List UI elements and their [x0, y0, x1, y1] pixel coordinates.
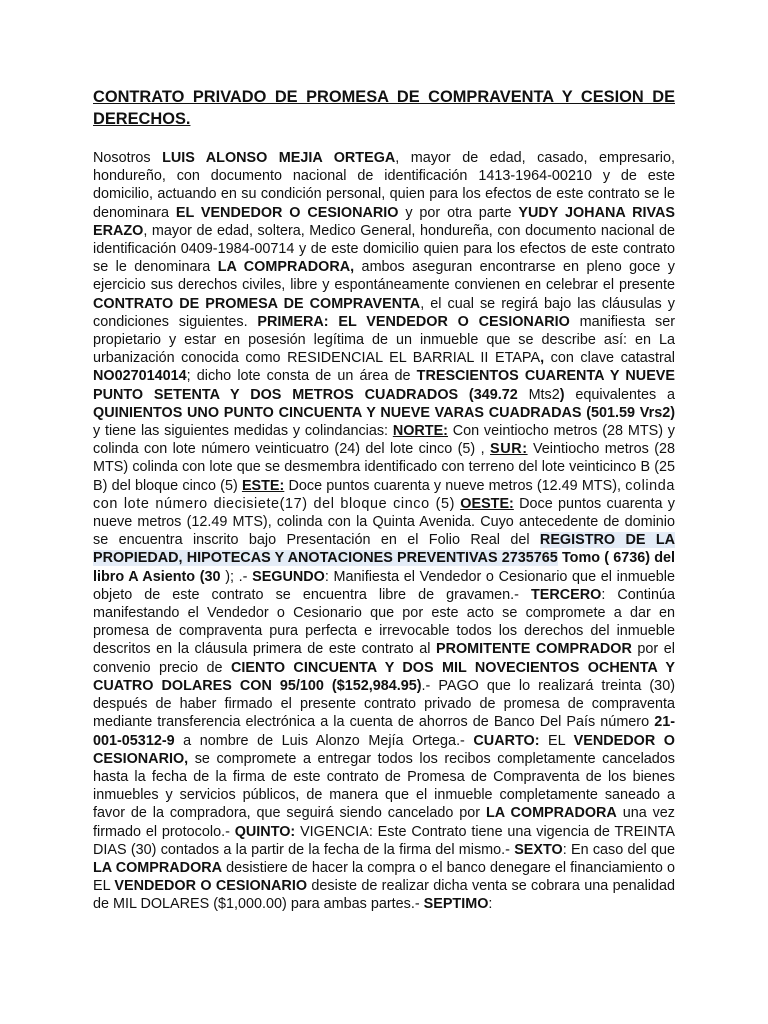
text-segment: PROMITENTE COMPRADOR	[435, 641, 632, 658]
text-segment: ); .-	[220, 568, 253, 585]
text-segment: QUINIENTOS UNO PUNTO CINCUENTA Y NUEVE VARAS CUADRADAS (501.59 Vrs2)	[93, 404, 675, 421]
text-segment: CUARTO:	[473, 732, 540, 749]
text-segment: 21-001-05312-9	[93, 714, 675, 749]
text-segment: desistiere de hacer la compra o el banco denegare el financiamiento o EL	[93, 859, 675, 895]
text-segment: )	[559, 386, 565, 403]
contract-body	[93, 149, 675, 914]
text-segment: manifiesta ser propietario y estar en posesión legítima de un inmueble que se describe así: en La urbanización conocida como RESIDENCIAL EL BARRIAL II ETAPA	[93, 313, 675, 367]
text-segment: ; dicho lote consta de un área de	[186, 368, 417, 385]
text-segment: y por otra parte	[398, 204, 519, 221]
text-segment: equivalentes a	[564, 386, 676, 403]
text-segment: Nosotros	[93, 150, 163, 166]
text-segment: EL	[539, 732, 574, 749]
text-segment: YUDY JOHANA RIVAS ERAZO	[93, 204, 675, 239]
text-segment: QUINTO:	[234, 823, 296, 840]
contract-page	[93, 86, 675, 914]
text-segment: ,	[540, 350, 545, 367]
text-segment: ambos aseguran encontrarse en pleno goce y ejercicio sus derechos civiles, libre y espontáneamente convienen en celebrar el presente	[93, 259, 675, 294]
text-segment: ESTE:	[241, 477, 285, 494]
text-segment: EL VENDEDOR O CESIONARIO	[175, 204, 399, 221]
text-segment: :	[488, 896, 493, 913]
text-segment: Veintiocho metros (28 MTS) colinda con lote que se desmembra identificado con terreno del lote veinticinco B (25 B) del bloque cinco (5)	[93, 441, 675, 494]
text-segment: LUIS ALONSO MEJIA ORTEGA	[162, 150, 396, 166]
text-segment: , mayor de edad, casado, empresario, hondureño, con documento nacional de identificación 1413-1964-00210 y de este domicilio, actuando en su condición personal, quien para los efectos de este contrato se le denominara	[93, 150, 675, 221]
text-segment: SEXTO	[514, 841, 563, 858]
text-segment: Doce puntos cuarenta y nueve metros (12.49 MTS),	[284, 477, 626, 494]
text-segment: LA COMPRADORA	[93, 859, 223, 876]
text-segment: colinda con lote número diecisiete(17) del bloque cinco (5)	[93, 477, 675, 512]
text-segment: VENDEDOR O CESIONARIO,	[93, 732, 675, 767]
text-segment: LA COMPRADORA	[485, 805, 617, 822]
text-segment: VENDEDOR O CESIONARIO	[114, 878, 308, 895]
text-segment: Con veintiocho metros (28 MTS) y colinda con lote número veinticuatro (24) del lote cinco (5) ,	[93, 423, 675, 458]
text-segment: NORTE:	[392, 423, 448, 440]
text-segment: desiste de realizar dicha venta se cobrara una penalidad de MIL DOLARES ($1,000.00) para ambas partes.-	[93, 878, 675, 913]
text-segment: CONTRATO DE PROMESA DE COMPRAVENTA	[93, 295, 421, 312]
text-segment: Mts2	[517, 386, 560, 403]
text-segment: TRESCIENTOS CUARENTA Y NUEVE PUNTO SETENTA Y DOS METROS CUADRADOS (349.72	[93, 368, 675, 403]
text-segment: SUR:	[490, 441, 528, 458]
text-segment: : En caso del que	[562, 841, 675, 858]
text-segment: Tomo ( 6736) del libro A Asiento (30	[93, 550, 675, 585]
text-segment: por el convenio precio de	[93, 641, 675, 676]
text-segment: Doce puntos cuarenta y nueve metros (12.49 MTS), colinda con la Quinta Avenida. Cuyo antecedente de dominio se encuentra inscrito bajo Presentación en el Folio Real del	[93, 495, 675, 549]
text-segment: SEGUNDO	[252, 568, 325, 585]
text-segment: y tiene las siguientes medidas y colindancias:	[93, 423, 393, 440]
contract-title: CONTRATO PRIVADO DE PROMESA DE COMPRAVENTA Y CESION DE DERECHOS.	[93, 88, 675, 128]
text-segment: PRIMERA: EL VENDEDOR O CESIONARIO	[257, 313, 570, 330]
text-segment: : Continúa manifestando el Vendedor o Cesionario que por este acto se compromete a dar en promesa de compraventa pura perfecta e irrevocable todos los derechos del inmueble descritos en la cláusula primera de este contrato al	[93, 586, 675, 658]
text-segment: REGISTRO DE LA PROPIEDAD, HIPOTECAS Y ANOTACIONES PREVENTIVAS 2735765	[93, 532, 675, 567]
text-segment: LA COMPRADORA,	[217, 259, 355, 276]
text-segment: NO027014014	[93, 368, 187, 385]
text-segment: : Manifiesta el Vendedor o Cesionario que el inmueble objeto de este contrato se encuentra libre de gravamen.-	[93, 568, 675, 603]
text-segment: se compromete a entregar todos los recibos completamente cancelados hasta la fecha de la firma de este contrato de Promesa de Compraventa de los bienes inmuebles y servicios públicos, de manera que el inmueble completamente saneado a favor de la compradora, que seguirá siendo cancelado por	[93, 750, 675, 822]
text-segment: a nombre de Luis Alonzo Mejía Ortega.-	[174, 732, 474, 749]
text-segment: .- PAGO que lo realizará treinta (30) después de haber firmado el presente contrato privado de promesa de compraventa mediante transferencia electrónica a la cuenta de ahorros de Banco Del País número	[93, 677, 675, 731]
text-segment: SEPTIMO	[423, 896, 489, 913]
text-segment: una vez firmado el protocolo.-	[93, 805, 675, 840]
text-segment: , mayor de edad, soltera, Medico General, hondureña, con documento nacional de identificación 0409-1984-00714 y de este domicilio quien para los efectos de este contrato se le denominara	[93, 222, 675, 276]
text-segment: TERCERO	[530, 586, 602, 603]
text-segment: con clave catastral	[544, 350, 675, 367]
text-segment: , el cual se regirá bajo las cláusulas y condiciones siguientes.	[93, 295, 675, 330]
text-segment: CIENTO CINCUENTA Y DOS MIL NOVECIENTOS OCHENTA Y CUATRO DOLARES CON 95/100 ($152,984.95)	[93, 659, 675, 694]
text-segment: VIGENCIA: Este Contrato tiene una vigencia de TREINTA DIAS (30) contados a la partir de la fecha de la firma del mismo.-	[93, 823, 675, 858]
text-segment: OESTE:	[460, 495, 514, 512]
